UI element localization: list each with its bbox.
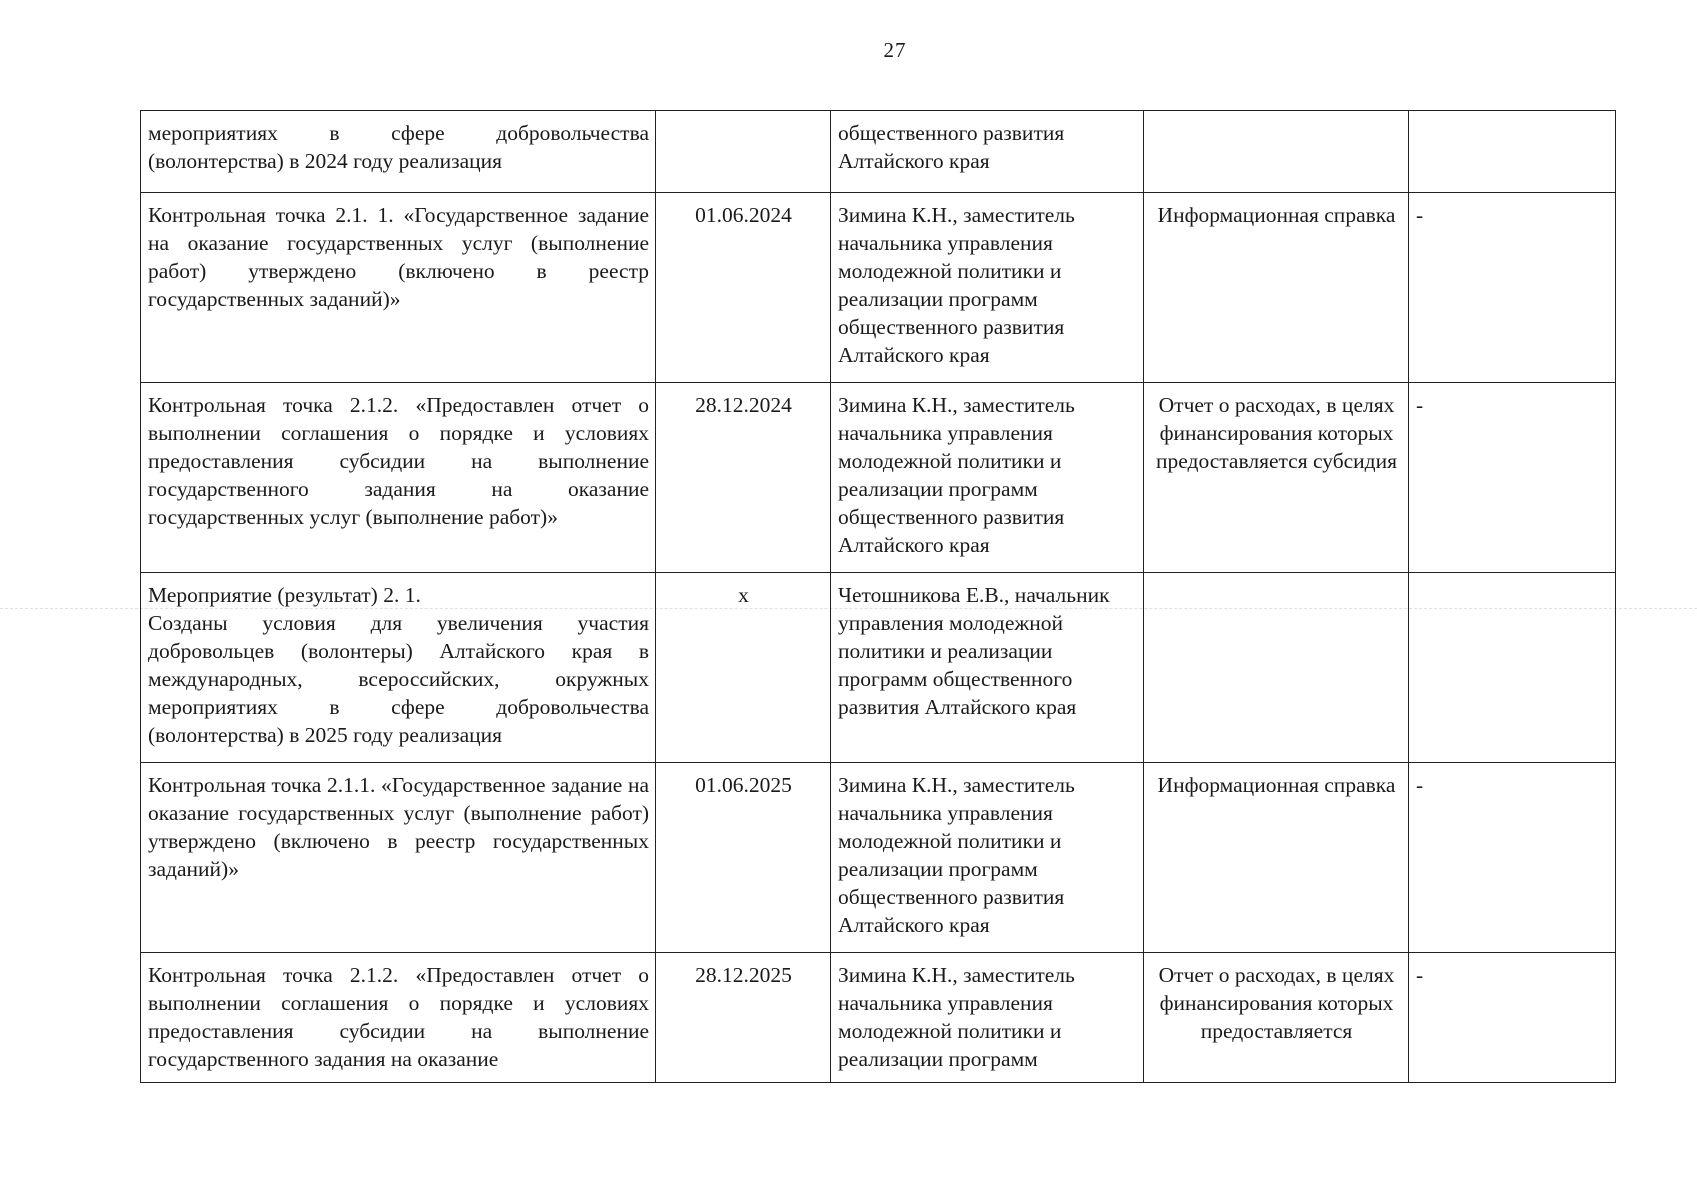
row-responsible: Зимина К.Н., заместитель начальника управления молодежной политики и реализации программ [831,953,1144,1083]
row-document [1144,573,1409,763]
page-number: 27 [883,38,907,62]
row-description-text: Созданы условия для увеличения участия добровольцев (волонтеры) Алтайского края в международных, всероссийских, окружных мероприятиях в сфере добровольчества (волонтерства) в 2025 году реализация [148,611,649,747]
row-date: 28.12.2025 [656,953,831,1083]
table-row [141,193,1616,383]
row-date [656,111,831,193]
row-note: - [1409,193,1616,383]
row-description: Контрольная точка 2.1.1. «Государственное задание на оказание государственных услуг (выполнение работ) утверждено (включено в реестр государственных заданий)» [141,763,656,953]
table-row [141,573,1616,763]
row-description [141,573,656,763]
plan-table [140,110,1616,1083]
row-note: - [1409,383,1616,573]
row-date: 28.12.2024 [656,383,831,573]
row-date: 01.06.2025 [656,763,831,953]
row-responsible: Зимина К.Н., заместитель начальника управления молодежной политики и реализации программ общественного развития Алтайского края [831,383,1144,573]
row-note: - [1409,953,1616,1083]
row-note: - [1409,763,1616,953]
row-date: х [656,573,831,763]
row-description-title: Мероприятие (результат) 2. 1. [148,583,421,607]
row-document: Информационная справка [1144,763,1409,953]
row-note [1409,573,1616,763]
row-responsible: Зимина К.Н., заместитель начальника управления молодежной политики и реализации программ общественного развития Алтайского края [831,763,1144,953]
row-date: 01.06.2024 [656,193,831,383]
row-description: Контрольная точка 2.1.2. «Предоставлен отчет о выполнении соглашения о порядке и условиях предоставления субсидии на выполнение государственного задания на оказание государственных услуг (выполнение работ)» [141,383,656,573]
row-responsible: Четошникова Е.В., начальник управления молодежной политики и реализации программ общественного развития Алтайского края [831,573,1144,763]
table-row [141,763,1616,953]
row-document: Отчет о расходах, в целях финансирования которых предоставляется субсидия [1144,383,1409,573]
row-note [1409,111,1616,193]
table-row [141,383,1616,573]
table-row [141,953,1616,1083]
row-description: Контрольная точка 2.1. 1. «Государственное задание на оказание государственных услуг (выполнение работ) утверждено (включено в реестр государственных заданий)» [141,193,656,383]
row-document [1144,111,1409,193]
row-document: Отчет о расходах, в целях финансирования которых предоставляется [1144,953,1409,1083]
row-responsible: общественного развития Алтайского края [831,111,1144,193]
row-description: Контрольная точка 2.1.2. «Предоставлен отчет о выполнении соглашения о порядке и условиях предоставления субсидии на выполнение государственного задания на оказание [141,953,656,1083]
row-document: Информационная справка [1144,193,1409,383]
row-description: мероприятиях в сфере добровольчества (волонтерства) в 2024 году реализация [141,111,656,193]
table-row [141,111,1616,193]
row-responsible: Зимина К.Н., заместитель начальника управления молодежной политики и реализации программ общественного развития Алтайского края [831,193,1144,383]
